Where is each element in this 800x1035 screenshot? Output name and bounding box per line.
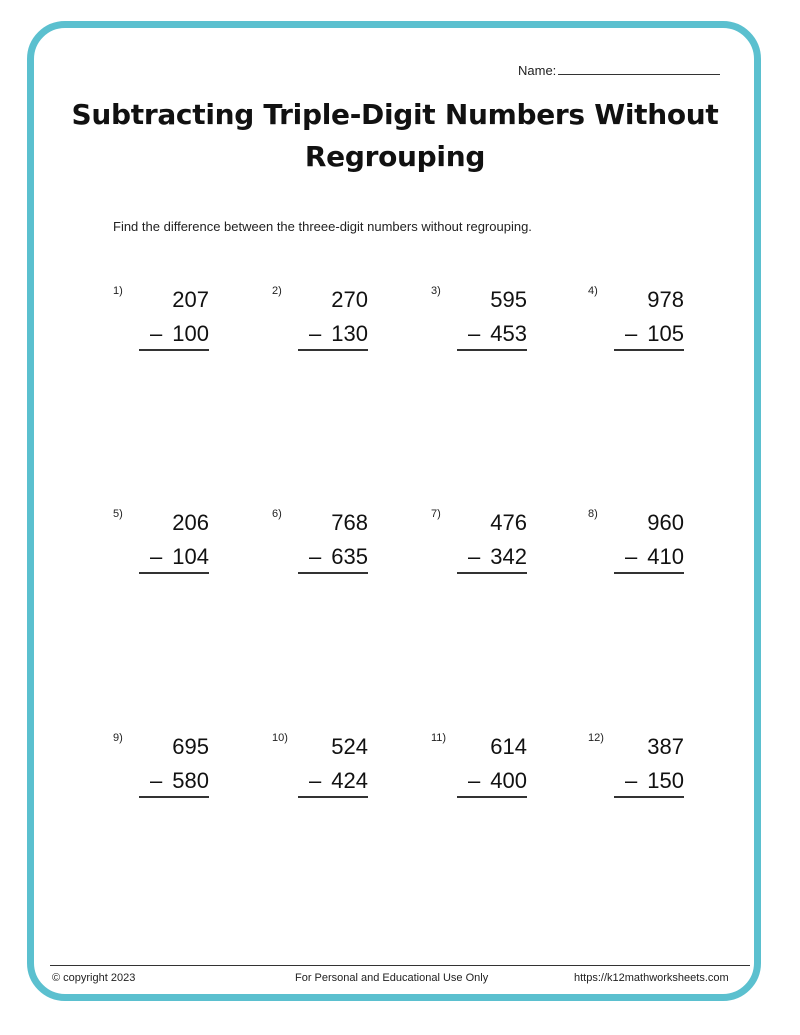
minuend: 695 <box>172 734 209 759</box>
problem-12 <box>588 734 698 814</box>
name-field <box>518 62 720 78</box>
problem-number: 4) <box>588 285 598 297</box>
subtrahend: 635 <box>331 544 368 569</box>
footer-usage: For Personal and Educational Use Only <box>295 972 489 984</box>
subtrahend-row <box>309 321 368 347</box>
problem-number: 11) <box>431 732 447 744</box>
instructions: Find the difference between the threee-digit numbers without regrouping. <box>113 219 532 234</box>
minus-sign: – <box>468 544 481 569</box>
name-blank-line <box>558 62 720 75</box>
minuend: 476 <box>490 510 527 535</box>
subtrahend-row <box>150 321 209 347</box>
subtrahend-row <box>468 768 527 794</box>
problem-2 <box>272 287 382 367</box>
problem-9 <box>113 734 223 814</box>
subtrahend: 100 <box>172 321 209 346</box>
minuend: 978 <box>647 287 684 312</box>
problem-10 <box>272 734 382 814</box>
subtrahend: 105 <box>647 321 684 346</box>
subtrahend: 424 <box>331 768 368 793</box>
minuend: 768 <box>331 510 368 535</box>
problem-5 <box>113 510 223 590</box>
minuend: 387 <box>647 734 684 759</box>
subtrahend: 150 <box>647 768 684 793</box>
subtrahend-row <box>468 544 527 570</box>
subtrahend-row <box>468 321 527 347</box>
minuend: 595 <box>490 287 527 312</box>
name-label: Name: <box>518 63 557 78</box>
footer-copyright: © copyright 2023 <box>52 972 136 984</box>
minus-sign: – <box>309 768 322 793</box>
minuend: 524 <box>331 734 368 759</box>
subtrahend: 130 <box>331 321 368 346</box>
minuend: 270 <box>331 287 368 312</box>
subtrahend: 453 <box>490 321 527 346</box>
problem-1 <box>113 287 223 367</box>
problem-number: 2) <box>272 285 282 297</box>
problem-number: 10) <box>272 732 288 744</box>
problem-4 <box>588 287 698 367</box>
minuend: 614 <box>490 734 527 759</box>
problem-11 <box>431 734 541 814</box>
answer-line <box>298 572 368 574</box>
problem-number: 6) <box>272 508 282 520</box>
answer-line <box>298 796 368 798</box>
subtrahend: 580 <box>172 768 209 793</box>
problem-number: 12) <box>588 732 604 744</box>
answer-line <box>614 796 684 798</box>
answer-line <box>139 796 209 798</box>
minus-sign: – <box>468 768 481 793</box>
page-title: Subtracting Triple-Digit Numbers Without Regrouping <box>71 98 719 173</box>
subtrahend: 410 <box>647 544 684 569</box>
subtrahend: 400 <box>490 768 527 793</box>
minus-sign: – <box>150 544 163 569</box>
subtrahend-row <box>309 768 368 794</box>
minus-sign: – <box>625 544 638 569</box>
problem-number: 9) <box>113 732 123 744</box>
problem-number: 5) <box>113 508 123 520</box>
minus-sign: – <box>625 321 638 346</box>
minus-sign: – <box>625 768 638 793</box>
answer-line <box>614 572 684 574</box>
answer-line <box>139 572 209 574</box>
minus-sign: – <box>468 321 481 346</box>
subtrahend-row <box>150 544 209 570</box>
answer-line <box>457 349 527 351</box>
minus-sign: – <box>309 321 322 346</box>
answer-line <box>457 796 527 798</box>
minus-sign: – <box>150 321 163 346</box>
footer-divider <box>50 965 750 966</box>
problem-number: 8) <box>588 508 598 520</box>
subtrahend-row <box>625 768 684 794</box>
subtrahend-row <box>625 321 684 347</box>
subtrahend: 342 <box>490 544 527 569</box>
subtrahend-row <box>309 544 368 570</box>
answer-line <box>139 349 209 351</box>
minuend: 960 <box>647 510 684 535</box>
problem-8 <box>588 510 698 590</box>
footer-url: https://k12mathworksheets.com <box>574 972 729 984</box>
problem-3 <box>431 287 541 367</box>
subtrahend-row <box>625 544 684 570</box>
minuend: 207 <box>172 287 209 312</box>
answer-line <box>298 349 368 351</box>
problem-7 <box>431 510 541 590</box>
problem-number: 3) <box>431 285 441 297</box>
subtrahend: 104 <box>172 544 209 569</box>
minus-sign: – <box>309 544 322 569</box>
minus-sign: – <box>150 768 163 793</box>
answer-line <box>614 349 684 351</box>
problem-number: 7) <box>431 508 441 520</box>
answer-line <box>457 572 527 574</box>
minuend: 206 <box>172 510 209 535</box>
problem-6 <box>272 510 382 590</box>
problem-number: 1) <box>113 285 123 297</box>
subtrahend-row <box>150 768 209 794</box>
